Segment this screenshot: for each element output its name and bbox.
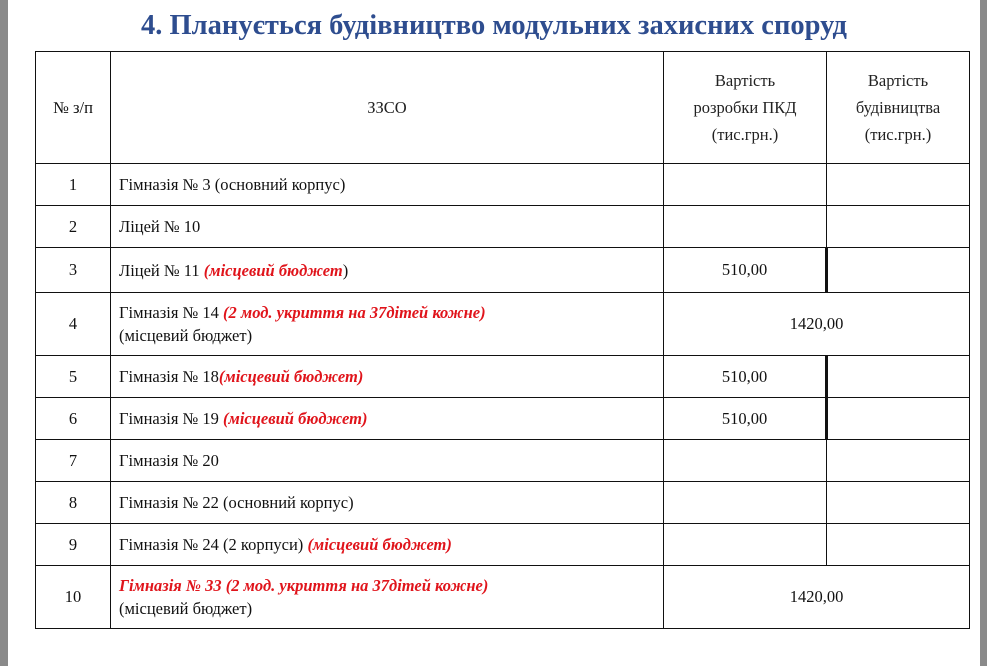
- table-header-row: [36, 52, 970, 164]
- school-name: [119, 449, 663, 472]
- school-note-red: (місцевий бюджет: [203, 260, 343, 280]
- school-note-red: (місцевий бюджет): [223, 409, 368, 428]
- school-budget-note: (місцевий бюджет): [119, 326, 253, 345]
- header-school: ЗЗСО: [111, 52, 664, 164]
- build-cost-cell: [827, 398, 970, 440]
- table-row: [36, 248, 970, 293]
- document-page: [8, 0, 980, 666]
- design-cost-cell: [664, 482, 827, 524]
- header-build-cost: [827, 52, 970, 164]
- build-cost-cell: [827, 248, 970, 293]
- school-name-cell: [111, 524, 664, 566]
- school-name-cell: [111, 482, 664, 524]
- school-name-text: Гімназія № 3 (основний корпус): [119, 175, 346, 194]
- design-cost-cell: 510,00: [664, 398, 827, 440]
- school-budget-note: (місцевий бюджет): [119, 599, 253, 618]
- school-note-red: Гімназія № 33 (2 мод. укриття на 37дітей кожне): [119, 576, 489, 595]
- school-name-text: Ліцей № 10: [119, 217, 201, 236]
- school-name: [119, 365, 663, 388]
- school-name-text: Гімназія № 24 (2 корпуси): [119, 535, 308, 554]
- row-number: 9: [36, 524, 111, 566]
- row-number: 8: [36, 482, 111, 524]
- school-name-cell: [111, 566, 664, 629]
- school-name-text: Гімназія № 18: [119, 367, 219, 386]
- school-name-cell: [111, 398, 664, 440]
- build-cost-cell: [827, 206, 970, 248]
- row-number: 2: [36, 206, 111, 248]
- table-row: [36, 206, 970, 248]
- table-row: [36, 356, 970, 398]
- school-name-text: Гімназія № 14: [119, 303, 224, 322]
- school-name: [119, 301, 663, 324]
- school-name-cell: [111, 248, 664, 293]
- header-build-cost-line2: будівництва: [855, 98, 941, 117]
- design-cost-cell: [664, 440, 827, 482]
- school-name: [119, 533, 663, 556]
- row-number: 3: [36, 248, 111, 293]
- build-cost-cell: [827, 524, 970, 566]
- school-name-cell: [111, 356, 664, 398]
- header-design-cost: [664, 52, 827, 164]
- school-name-cell: [111, 164, 664, 206]
- school-name-text: Гімназія № 19: [119, 409, 224, 428]
- table-row: [36, 293, 970, 356]
- build-cost-cell: [827, 164, 970, 206]
- row-number: 10: [36, 566, 111, 629]
- school-name: [119, 491, 663, 514]
- table-row: [36, 440, 970, 482]
- row-number: 7: [36, 440, 111, 482]
- row-number: 6: [36, 398, 111, 440]
- table-row: [36, 482, 970, 524]
- shelters-table: [35, 51, 970, 629]
- school-name: [119, 173, 663, 196]
- school-name-cell: [111, 440, 664, 482]
- school-name: [119, 259, 663, 282]
- page-title: 4. Планується будівництво модульних захисних споруд: [141, 10, 847, 41]
- school-name: [119, 215, 663, 238]
- header-build-cost-line3: (тис.грн.): [864, 125, 932, 144]
- design-cost-cell: [664, 164, 827, 206]
- merged-cost-cell: 1420,00: [664, 293, 970, 356]
- build-cost-cell: [827, 440, 970, 482]
- design-cost-cell: [664, 206, 827, 248]
- row-number: 4: [36, 293, 111, 356]
- design-cost-cell: 510,00: [664, 356, 827, 398]
- school-name: [119, 407, 663, 430]
- table-row: [36, 164, 970, 206]
- school-name-cell: [111, 293, 664, 356]
- school-name: [119, 574, 663, 597]
- header-design-cost-line2: розробки ПКД: [693, 98, 797, 117]
- table-body: [36, 164, 970, 629]
- row-number: 1: [36, 164, 111, 206]
- header-build-cost-line1: Вартість: [867, 71, 929, 90]
- school-name-cell: [111, 206, 664, 248]
- school-note-red: (місцевий бюджет): [307, 535, 452, 554]
- school-name-text: Ліцей № 11: [119, 260, 204, 280]
- school-name-text: Гімназія № 22 (основний корпус): [119, 493, 354, 512]
- school-note-red: (2 мод. укриття на 37дітей кожне): [223, 303, 486, 322]
- school-name-text: ): [342, 260, 349, 280]
- build-cost-cell: [827, 356, 970, 398]
- table-row: [36, 398, 970, 440]
- school-note-red: (місцевий бюджет): [218, 367, 364, 386]
- row-number: 5: [36, 356, 111, 398]
- header-num: № з/п: [36, 52, 111, 164]
- header-design-cost-line1: Вартість: [714, 71, 776, 90]
- header-design-cost-line3: (тис.грн.): [711, 125, 779, 144]
- build-cost-cell: [827, 482, 970, 524]
- table-row: [36, 566, 970, 629]
- design-cost-cell: 510,00: [664, 248, 827, 293]
- design-cost-cell: [664, 524, 827, 566]
- school-name-text: Гімназія № 20: [119, 451, 219, 470]
- table-row: [36, 524, 970, 566]
- merged-cost-cell: 1420,00: [664, 566, 970, 629]
